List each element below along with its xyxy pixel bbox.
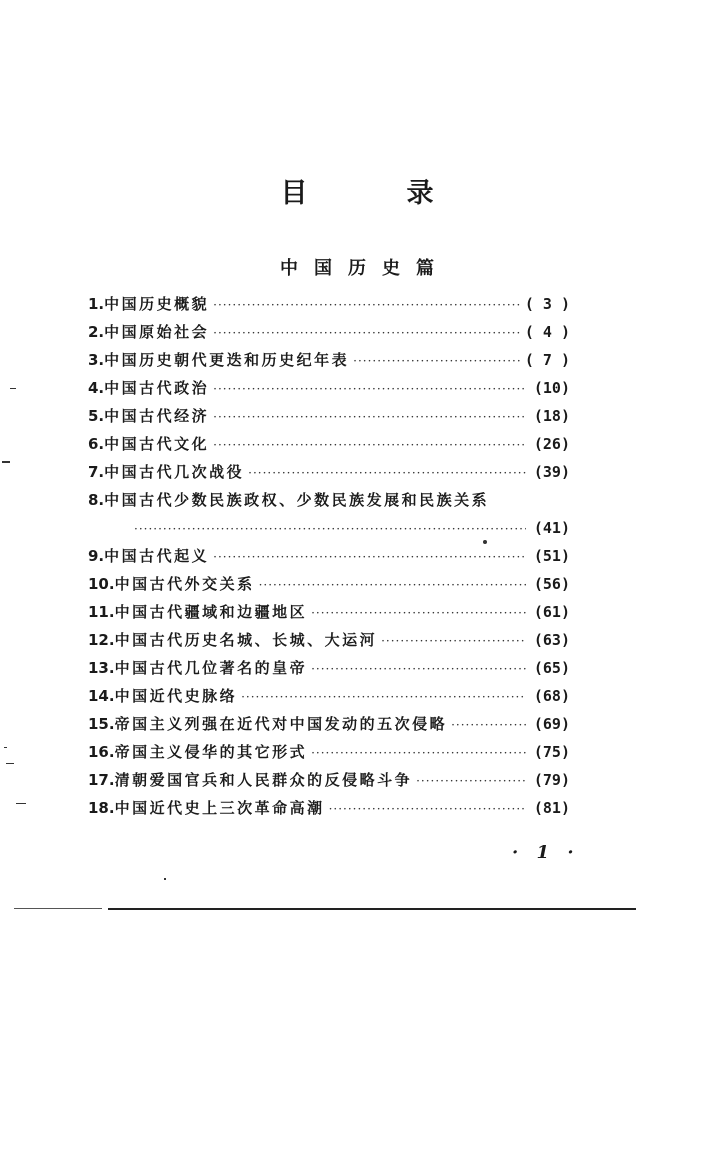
toc-entry-number: 10. xyxy=(88,575,115,593)
toc-entry-number: 17. xyxy=(88,771,115,789)
toc-entry-10[interactable] xyxy=(88,570,570,598)
dot-leader xyxy=(311,599,526,627)
dot-leader xyxy=(248,459,526,487)
toc-entry-9[interactable] xyxy=(88,542,570,570)
toc-entry-page: ( 4 ) xyxy=(524,323,570,341)
toc-entry-6[interactable] xyxy=(88,430,570,458)
toc-entry-number: 16. xyxy=(88,743,115,761)
toc-entry-page: (63) xyxy=(533,631,570,649)
toc-entry-page: ( 7 ) xyxy=(524,351,570,369)
toc-entry-title: 清朝爱国官兵和人民群众的反侵略斗争 xyxy=(114,771,413,789)
toc-entry-number: 14. xyxy=(88,687,115,705)
toc-entry-title: 中国近代史脉络 xyxy=(114,687,238,705)
scan-speck xyxy=(10,388,16,389)
toc-entry-8-continuation[interactable] xyxy=(88,514,570,542)
toc-entry-title: 中国古代政治 xyxy=(104,379,210,397)
toc-entry-number: 2. xyxy=(88,323,105,341)
toc-entry-13[interactable] xyxy=(88,654,570,682)
toc-entry-number: 5. xyxy=(88,407,105,425)
toc-entry-17[interactable] xyxy=(88,766,570,794)
toc-entry-title: 中国历史朝代更迭和历史纪年表 xyxy=(104,351,350,369)
dot-leader xyxy=(451,711,526,739)
toc-entry-1[interactable] xyxy=(88,290,570,318)
scan-speck xyxy=(6,763,14,764)
toc-entry-page: (68) xyxy=(533,687,570,705)
toc-entry-16[interactable] xyxy=(88,738,570,766)
table-of-contents xyxy=(88,290,570,822)
dot-leader xyxy=(241,683,526,711)
dot-leader xyxy=(416,767,526,795)
toc-entry-title: 中国古代经济 xyxy=(104,407,210,425)
toc-entry-8[interactable] xyxy=(88,486,570,514)
toc-entry-number: 4. xyxy=(88,379,105,397)
toc-entry-14[interactable] xyxy=(88,682,570,710)
toc-entry-title: 中国近代史上三次革命高潮 xyxy=(114,799,325,817)
toc-entry-page: (10) xyxy=(533,379,570,397)
toc-entry-page: (75) xyxy=(533,743,570,761)
page-title: 目 录 xyxy=(280,178,470,209)
toc-entry-number: 7. xyxy=(88,463,105,481)
toc-entry-number: 18. xyxy=(88,799,115,817)
dot-leader xyxy=(329,795,526,823)
toc-entry-title: 中国古代少数民族政权、少数民族发展和民族关系 xyxy=(104,491,490,509)
dot-leader xyxy=(259,571,526,599)
toc-entry-2[interactable] xyxy=(88,318,570,346)
toc-entry-title: 帝国主义侵华的其它形式 xyxy=(114,743,308,761)
dot-leader xyxy=(213,431,526,459)
toc-entry-page: (51) xyxy=(533,547,570,565)
toc-entry-18[interactable] xyxy=(88,794,570,822)
toc-entry-title: 中国古代几次战役 xyxy=(104,463,245,481)
toc-entry-page: (61) xyxy=(533,603,570,621)
scan-speck xyxy=(16,803,26,804)
toc-entry-title: 中国古代起义 xyxy=(104,547,210,565)
toc-entry-4[interactable] xyxy=(88,374,570,402)
toc-entry-number: 1. xyxy=(88,295,105,313)
toc-entry-15[interactable] xyxy=(88,710,570,738)
toc-entry-page: (79) xyxy=(533,771,570,789)
dot-leader xyxy=(213,403,526,431)
toc-entry-number: 6. xyxy=(88,435,105,453)
scan-edge-line xyxy=(108,908,636,910)
toc-entry-page: (39) xyxy=(533,463,570,481)
toc-entry-page: (69) xyxy=(533,715,570,733)
dot-leader xyxy=(213,319,521,347)
dot-leader xyxy=(381,627,526,655)
toc-entry-page: (18) xyxy=(533,407,570,425)
dot-leader xyxy=(213,375,526,403)
dot-leader xyxy=(134,515,526,543)
toc-entry-title: 中国历史概貌 xyxy=(104,295,210,313)
scan-speck xyxy=(483,540,487,544)
toc-entry-page: (65) xyxy=(533,659,570,677)
toc-entry-7[interactable] xyxy=(88,458,570,486)
dot-leader xyxy=(213,543,526,571)
scan-edge-line xyxy=(14,908,102,909)
section-title: 中国历史篇 xyxy=(280,258,450,279)
dot-leader xyxy=(353,347,521,375)
toc-entry-number: 12. xyxy=(88,631,115,649)
dot-leader xyxy=(213,291,521,319)
toc-entry-page: (41) xyxy=(533,519,570,537)
toc-entry-number: 3. xyxy=(88,351,105,369)
scan-speck xyxy=(2,461,10,463)
toc-entry-title: 中国古代外交关系 xyxy=(114,575,255,593)
scan-speck xyxy=(4,747,7,748)
toc-entry-5[interactable] xyxy=(88,402,570,430)
dot-leader xyxy=(311,739,526,767)
toc-entry-number: 9. xyxy=(88,547,105,565)
toc-entry-page: (56) xyxy=(533,575,570,593)
toc-entry-12[interactable] xyxy=(88,626,570,654)
toc-entry-page: (26) xyxy=(533,435,570,453)
toc-entry-title: 帝国主义列强在近代对中国发动的五次侵略 xyxy=(114,715,448,733)
toc-entry-number: 13. xyxy=(88,659,115,677)
toc-entry-title: 中国古代历史名城、长城、大运河 xyxy=(114,631,378,649)
toc-entry-title: 中国古代几位著名的皇帝 xyxy=(114,659,308,677)
toc-entry-3[interactable] xyxy=(88,346,570,374)
toc-entry-title: 中国古代文化 xyxy=(104,435,210,453)
toc-entry-page: ( 3 ) xyxy=(524,295,570,313)
toc-entry-11[interactable] xyxy=(88,598,570,626)
toc-entry-number: 15. xyxy=(88,715,115,733)
toc-entry-page: (81) xyxy=(533,799,570,817)
page-number: · 1 · xyxy=(512,842,580,863)
toc-entry-number: 11. xyxy=(88,603,115,621)
scan-speck xyxy=(164,878,166,880)
dot-leader xyxy=(311,655,526,683)
toc-entry-number: 8. xyxy=(88,491,105,509)
toc-entry-title: 中国古代疆域和边疆地区 xyxy=(114,603,308,621)
toc-entry-title: 中国原始社会 xyxy=(104,323,210,341)
